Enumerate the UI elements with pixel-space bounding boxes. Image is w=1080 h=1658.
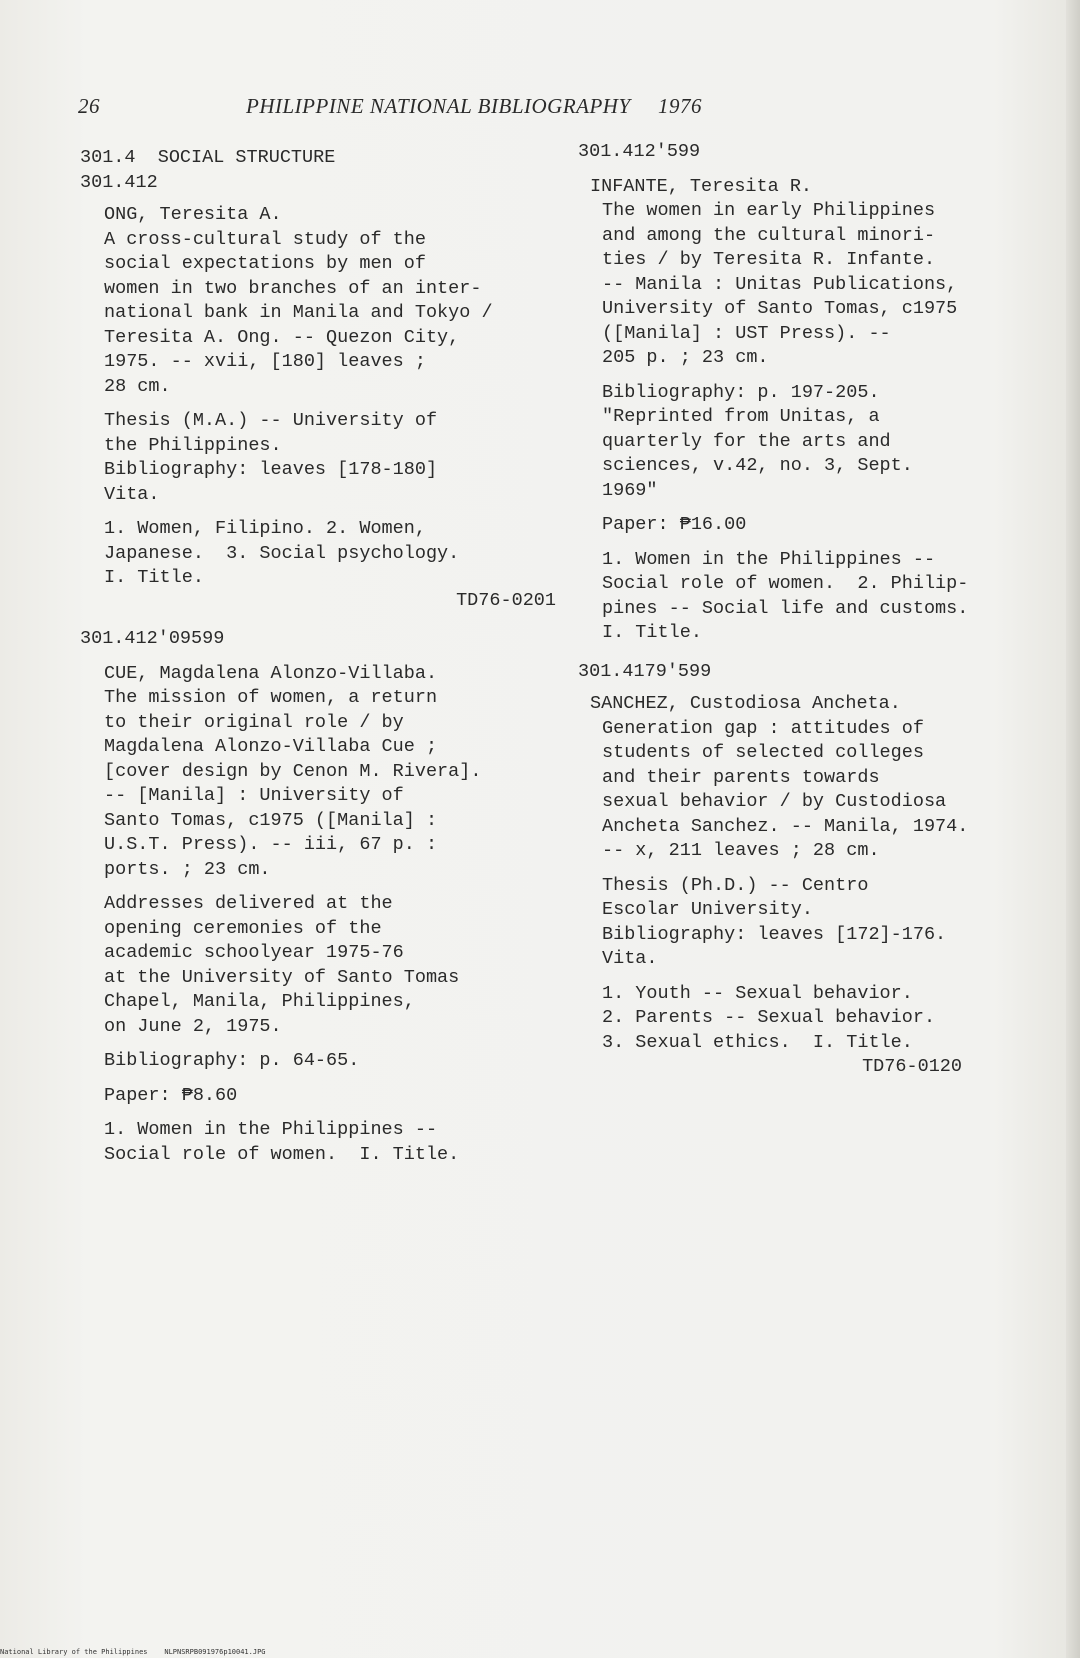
note-line: quarterly for the arts and [602, 430, 891, 452]
subject-line: 1. Women, Filipino. 2. Women, [104, 518, 426, 539]
entry-line: sexual behavior / by Custodiosa [602, 791, 947, 812]
subject-line: 1. Youth -- Sexual behavior. [602, 982, 913, 1004]
class-number: 301.412 [80, 171, 158, 193]
note-line: Chapel, Manila, Philippines, [104, 991, 415, 1012]
entry-line: [cover design by Cenon M. Rivera]. [104, 760, 482, 782]
class-number: 301.412'599 [578, 141, 701, 162]
section-heading: 301.4 SOCIAL STRUCTURE [80, 147, 336, 168]
subject-line: pines -- Social life and customs. [602, 597, 969, 619]
entry-line: Ancheta Sanchez. -- Manila, 1974. [602, 815, 969, 837]
entry-line: The women in early Philippines [602, 200, 936, 221]
bibliographic-entry-sanchez [590, 692, 1018, 1080]
note-line: Addresses delivered at the [104, 893, 393, 914]
page-header [78, 94, 718, 124]
entry-line: students of selected colleges [602, 742, 924, 763]
entry-line: Santo Tomas, c1975 ([Manila] : [104, 809, 438, 831]
scan-footer-label: National Library of the Philippines NLPNSRPB091976p10041.JPG [0, 1648, 266, 1656]
entry-line: CUE, Magdalena Alonzo-Villaba. [104, 662, 438, 684]
control-number: TD76-0201 [456, 589, 556, 611]
price: Paper: ₱8.60 [104, 1084, 238, 1106]
note-line: Bibliography: p. 197-205. [602, 381, 880, 403]
publication-year: 1976 [658, 94, 702, 118]
note-line: Thesis (M.A.) -- University of [104, 410, 438, 431]
class-number: 301.4179'599 [578, 660, 712, 682]
note-line: Bibliography: leaves [178-180] [104, 459, 438, 480]
note-line: sciences, v.42, no. 3, Sept. [602, 455, 913, 476]
note-line: 1969" [602, 479, 658, 501]
entry-line: ([Manila] : UST Press). -- [602, 322, 891, 344]
entry-line: Teresita A. Ong. -- Quezon City, [104, 326, 460, 348]
note-line: Escolar University. [602, 899, 813, 920]
subject-line: Social role of women. 2. Philip- [602, 573, 969, 594]
note-line: academic schoolyear 1975-76 [104, 942, 404, 963]
subject-line: Social role of women. I. Title. [104, 1143, 460, 1165]
entry-line: ports. ; 23 cm. [104, 858, 271, 880]
bibliographic-entry-ong [104, 203, 560, 613]
entry-line: U.S.T. Press). -- iii, 67 p. : [104, 834, 438, 855]
bibliographic-entry-cue [104, 662, 560, 1168]
subject-line: I. Title. [104, 567, 204, 588]
class-number: 301.412'09599 [80, 628, 225, 649]
entry-line: 205 p. ; 23 cm. [602, 347, 769, 368]
entry-line: women in two branches of an inter- [104, 277, 482, 299]
entry-line: INFANTE, Teresita R. [590, 175, 813, 197]
entry-line: and their parents towards [602, 766, 880, 788]
price: Paper: ₱16.00 [602, 514, 747, 535]
entry-line: The mission of women, a return [104, 687, 438, 708]
bibliography-note: Bibliography: p. 64-65. [104, 1050, 360, 1071]
entry-line: social expectations by men of [104, 253, 426, 274]
entry-line: ONG, Teresita A. [104, 204, 282, 225]
subject-line: 1. Women in the Philippines -- [602, 548, 936, 570]
note-line: Vita. [602, 948, 658, 969]
note-line: Bibliography: leaves [172]-176. [602, 923, 947, 945]
page-edge [1066, 0, 1080, 1658]
entry-line: SANCHEZ, Custodiosa Ancheta. [590, 693, 901, 714]
right-column [578, 141, 1018, 1080]
entry-line: -- Manila : Unitas Publications, [602, 273, 958, 295]
note-line: Thesis (Ph.D.) -- Centro [602, 874, 869, 896]
control-number: TD76-0120 [862, 1056, 962, 1077]
entry-line: 1975. -- xvii, [180] leaves ; [104, 351, 426, 372]
note-line: the Philippines. [104, 434, 282, 456]
note-line: "Reprinted from Unitas, a [602, 406, 880, 427]
entry-line: -- x, 211 leaves ; 28 cm. [602, 840, 880, 861]
left-column [80, 146, 560, 1167]
entry-line: 28 cm. [104, 375, 171, 397]
note-line: at the University of Santo Tomas [104, 966, 460, 988]
note-line: on June 2, 1975. [104, 1015, 282, 1037]
subject-line: 1. Women in the Philippines -- [104, 1119, 438, 1140]
entry-line: Magdalena Alonzo-Villaba Cue ; [104, 736, 438, 757]
subject-line: 2. Parents -- Sexual behavior. [602, 1007, 936, 1028]
subject-line: 3. Sexual ethics. I. Title. [602, 1031, 913, 1053]
entry-line: ties / by Teresita R. Infante. [602, 249, 936, 270]
publication-title: PHILIPPINE NATIONAL BIBLIOGRAPHY [246, 94, 631, 118]
entry-line: -- [Manila] : University of [104, 785, 404, 806]
subject-line: Japanese. 3. Social psychology. [104, 542, 460, 564]
entry-line: national bank in Manila and Tokyo / [104, 302, 493, 323]
entry-line: University of Santo Tomas, c1975 [602, 298, 958, 319]
note-line: opening ceremonies of the [104, 917, 382, 939]
note-line: Vita. [104, 483, 160, 505]
entry-line: to their original role / by [104, 711, 404, 733]
page-number: 26 [78, 94, 100, 118]
entry-line: Generation gap : attitudes of [602, 717, 924, 739]
subject-line: I. Title. [602, 622, 702, 643]
entry-line: A cross-cultural study of the [104, 228, 426, 250]
entry-line: and among the cultural minori- [602, 224, 936, 246]
bibliographic-entry-infante [590, 175, 1018, 646]
